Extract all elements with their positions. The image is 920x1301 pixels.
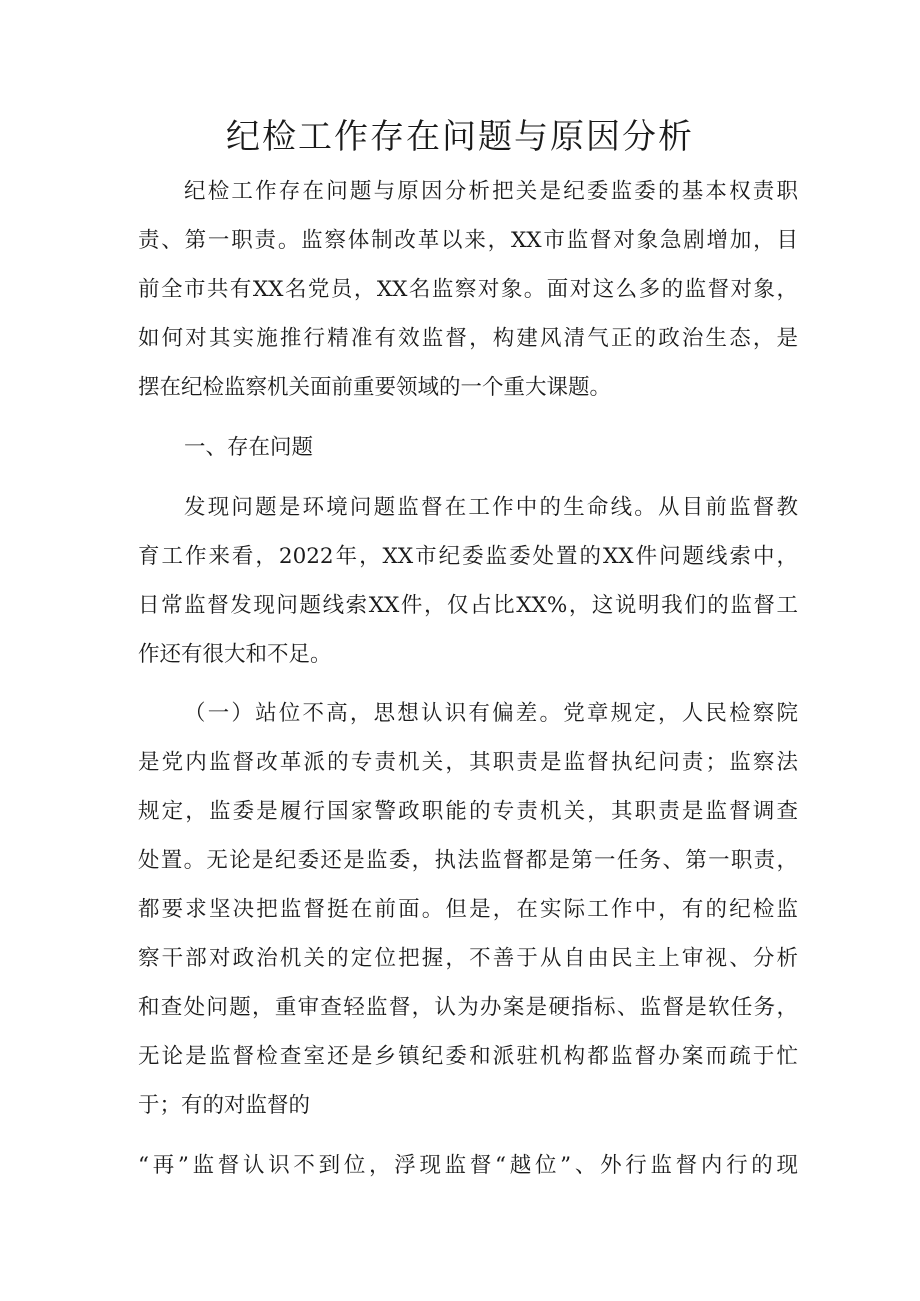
- paragraph-line: 如何对其实施推行精准有效监督，构建风清气正的政治生态，是: [138, 326, 798, 351]
- paragraph-line: 处置。无论是纪委还是监委，执法监督都是第一任务、第一职责，: [138, 848, 798, 873]
- paragraph-line: 和查处问题，重审查轻监督，认为办案是硬指标、监督是软任务，: [138, 995, 798, 1020]
- paragraph-line: 育工作来看，2022年，XX市纪委监委处置的XX件问题线索中，: [138, 544, 798, 569]
- paragraph-line: 发现问题是环境问题监督在工作中的生命线。从目前监督教: [184, 495, 798, 520]
- section-heading: 一、存在问题: [184, 435, 314, 460]
- paragraph-line: 摆在纪检监察机关面前重要领域的一个重大课题。: [138, 375, 612, 400]
- paragraph-line: 是党内监督改革派的专责机关，其职责是监督执纪问责；监察法: [138, 750, 798, 775]
- paragraph-line: 日常监督发现问题线索XX件，仅占比XX%，这说明我们的监督工: [138, 593, 798, 618]
- paragraph-line: 责、第一职责。监察体制改革以来，XX市监督对象急剧增加，目: [138, 228, 798, 253]
- paragraph-line: 规定，监委是履行国家警政职能的专责机关，其职责是监督调查: [138, 799, 798, 824]
- paragraph-line: 都要求坚决把监督挺在前面。但是，在实际工作中，有的纪检监: [138, 897, 798, 922]
- paragraph-line: 无论是监督检查室还是乡镇纪委和派驻机构都监督办案而疏于忙: [138, 1044, 798, 1069]
- document-title: 纪检工作存在问题与原因分析: [226, 117, 694, 157]
- paragraph-line: 于；有的对监督的: [138, 1093, 311, 1118]
- paragraph-line: “再”监督认识不到位，浮现监督“越位”、外行监督内行的现: [138, 1153, 798, 1178]
- paragraph-line: 察干部对政治机关的定位把握，不善于从自由民主上审视、分析: [138, 946, 798, 971]
- paragraph-line: （一）站位不高，思想认识有偏差。党章规定，人民检察院: [184, 701, 798, 726]
- paragraph-line: 作还有很大和不足。: [138, 642, 332, 667]
- paragraph-line: 前全市共有XX名党员，XX名监察对象。面对这么多的监督对象，: [138, 277, 798, 302]
- paragraph-line: 纪检工作存在问题与原因分析把关是纪委监委的基本权责职: [184, 179, 798, 204]
